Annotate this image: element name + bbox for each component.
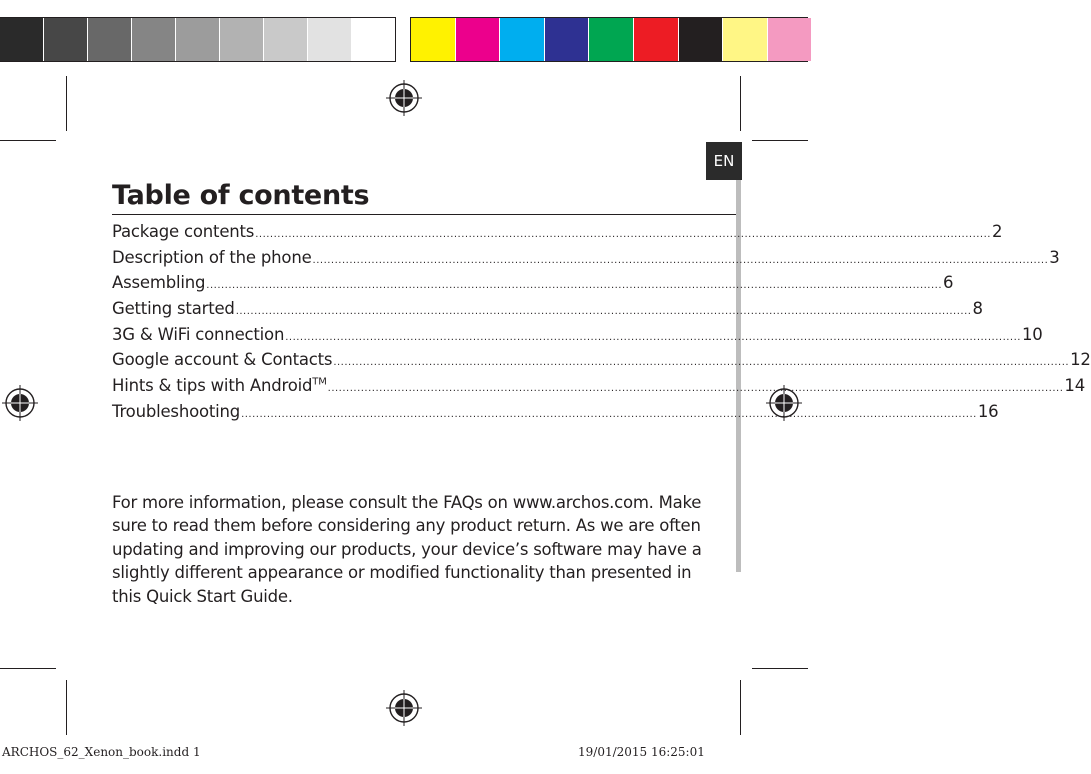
toc-entry-label: Description of the phone (112, 247, 312, 267)
toc-leader-dots: ........................................................................................................................................................................................................ (285, 331, 1021, 343)
trademark-superscript: TM (312, 376, 327, 388)
crop-mark-bottom-left-horizontal (0, 668, 56, 669)
title-underline (112, 214, 736, 215)
toc-entry[interactable] (112, 270, 954, 296)
crop-mark-top-right-vertical (740, 76, 741, 131)
toc-entry-label (112, 373, 327, 399)
registration-mark-top-icon (386, 80, 422, 116)
page-title: Table of contents (112, 180, 370, 211)
toc-entry-label: Package contents (112, 222, 255, 241)
toc-entry-page: 3 (1049, 247, 1060, 267)
toc-entry[interactable] (112, 219, 1003, 245)
toc-entry-label: Assembling (112, 273, 206, 293)
toc-leader-dots: ........................................................................................................................................................................................................ (312, 254, 1049, 266)
footer-datetime: 19/01/2015 16:25:01 (578, 745, 705, 759)
crop-mark-top-left-horizontal (0, 140, 56, 141)
toc-entry-label-text: Hints & tips with Android (112, 376, 313, 396)
grayscale-bar-frame (0, 17, 396, 62)
toc-entry-label: Getting started (112, 299, 235, 319)
footer-filename: ARCHOS_62_Xenon_book.indd 1 (2, 745, 201, 759)
crop-mark-bottom-right-vertical (740, 680, 741, 735)
toc-entry-label: 3G & WiFi connection (112, 324, 285, 344)
toc-entry-page: 16 (977, 401, 999, 421)
language-tab: EN (706, 142, 742, 180)
toc-entry-page: 10 (1021, 324, 1043, 344)
registration-mark-bottom-icon (386, 690, 422, 726)
toc-entry[interactable] (112, 322, 1043, 348)
toc-entry-label: Troubleshooting (112, 401, 241, 421)
toc-entry[interactable] (112, 399, 999, 425)
toc-entry-page: 6 (943, 273, 954, 293)
toc-leader-dots: ........................................................................................................................................................................................................ (327, 383, 1064, 395)
toc-leader-dots: ........................................................................................................................................................................................................ (255, 229, 991, 240)
toc-entry[interactable] (112, 347, 1091, 373)
toc-leader-dots: ........................................................................................................................................................................................................ (333, 357, 1070, 369)
toc-entry-page: 8 (972, 299, 983, 319)
toc-entry-label: Google account & Contacts (112, 350, 333, 370)
crop-mark-bottom-right-horizontal (752, 668, 808, 669)
crop-mark-bottom-left-vertical (66, 680, 67, 735)
crop-mark-top-left-vertical (66, 76, 67, 131)
toc-leader-dots: ........................................................................................................................................................................................................ (235, 306, 972, 318)
toc-entry[interactable] (112, 245, 1060, 271)
toc-entry[interactable] (112, 373, 1085, 399)
color-bar-frame (410, 17, 808, 62)
toc-entry-page: 2 (991, 222, 1003, 241)
toc-leader-dots: ........................................................................................................................................................................................................ (206, 280, 943, 292)
table-of-contents (112, 219, 1091, 425)
toc-entry-page: 12 (1070, 350, 1091, 370)
toc-entry[interactable] (112, 296, 983, 322)
crop-mark-top-right-horizontal (752, 140, 808, 141)
info-note-paragraph: For more information, please consult the FAQs on www.archos.com. Make sure to read them before considering any product return. As we are often updating and improving our products, your device’s software may have a slightly different appearance or modified functionality than presented in this Quick Start Guide. (112, 493, 702, 606)
toc-leader-dots: ........................................................................................................................................................................................................ (241, 408, 977, 420)
registration-mark-left-icon (2, 385, 38, 421)
toc-entry-page: 14 (1064, 376, 1085, 396)
